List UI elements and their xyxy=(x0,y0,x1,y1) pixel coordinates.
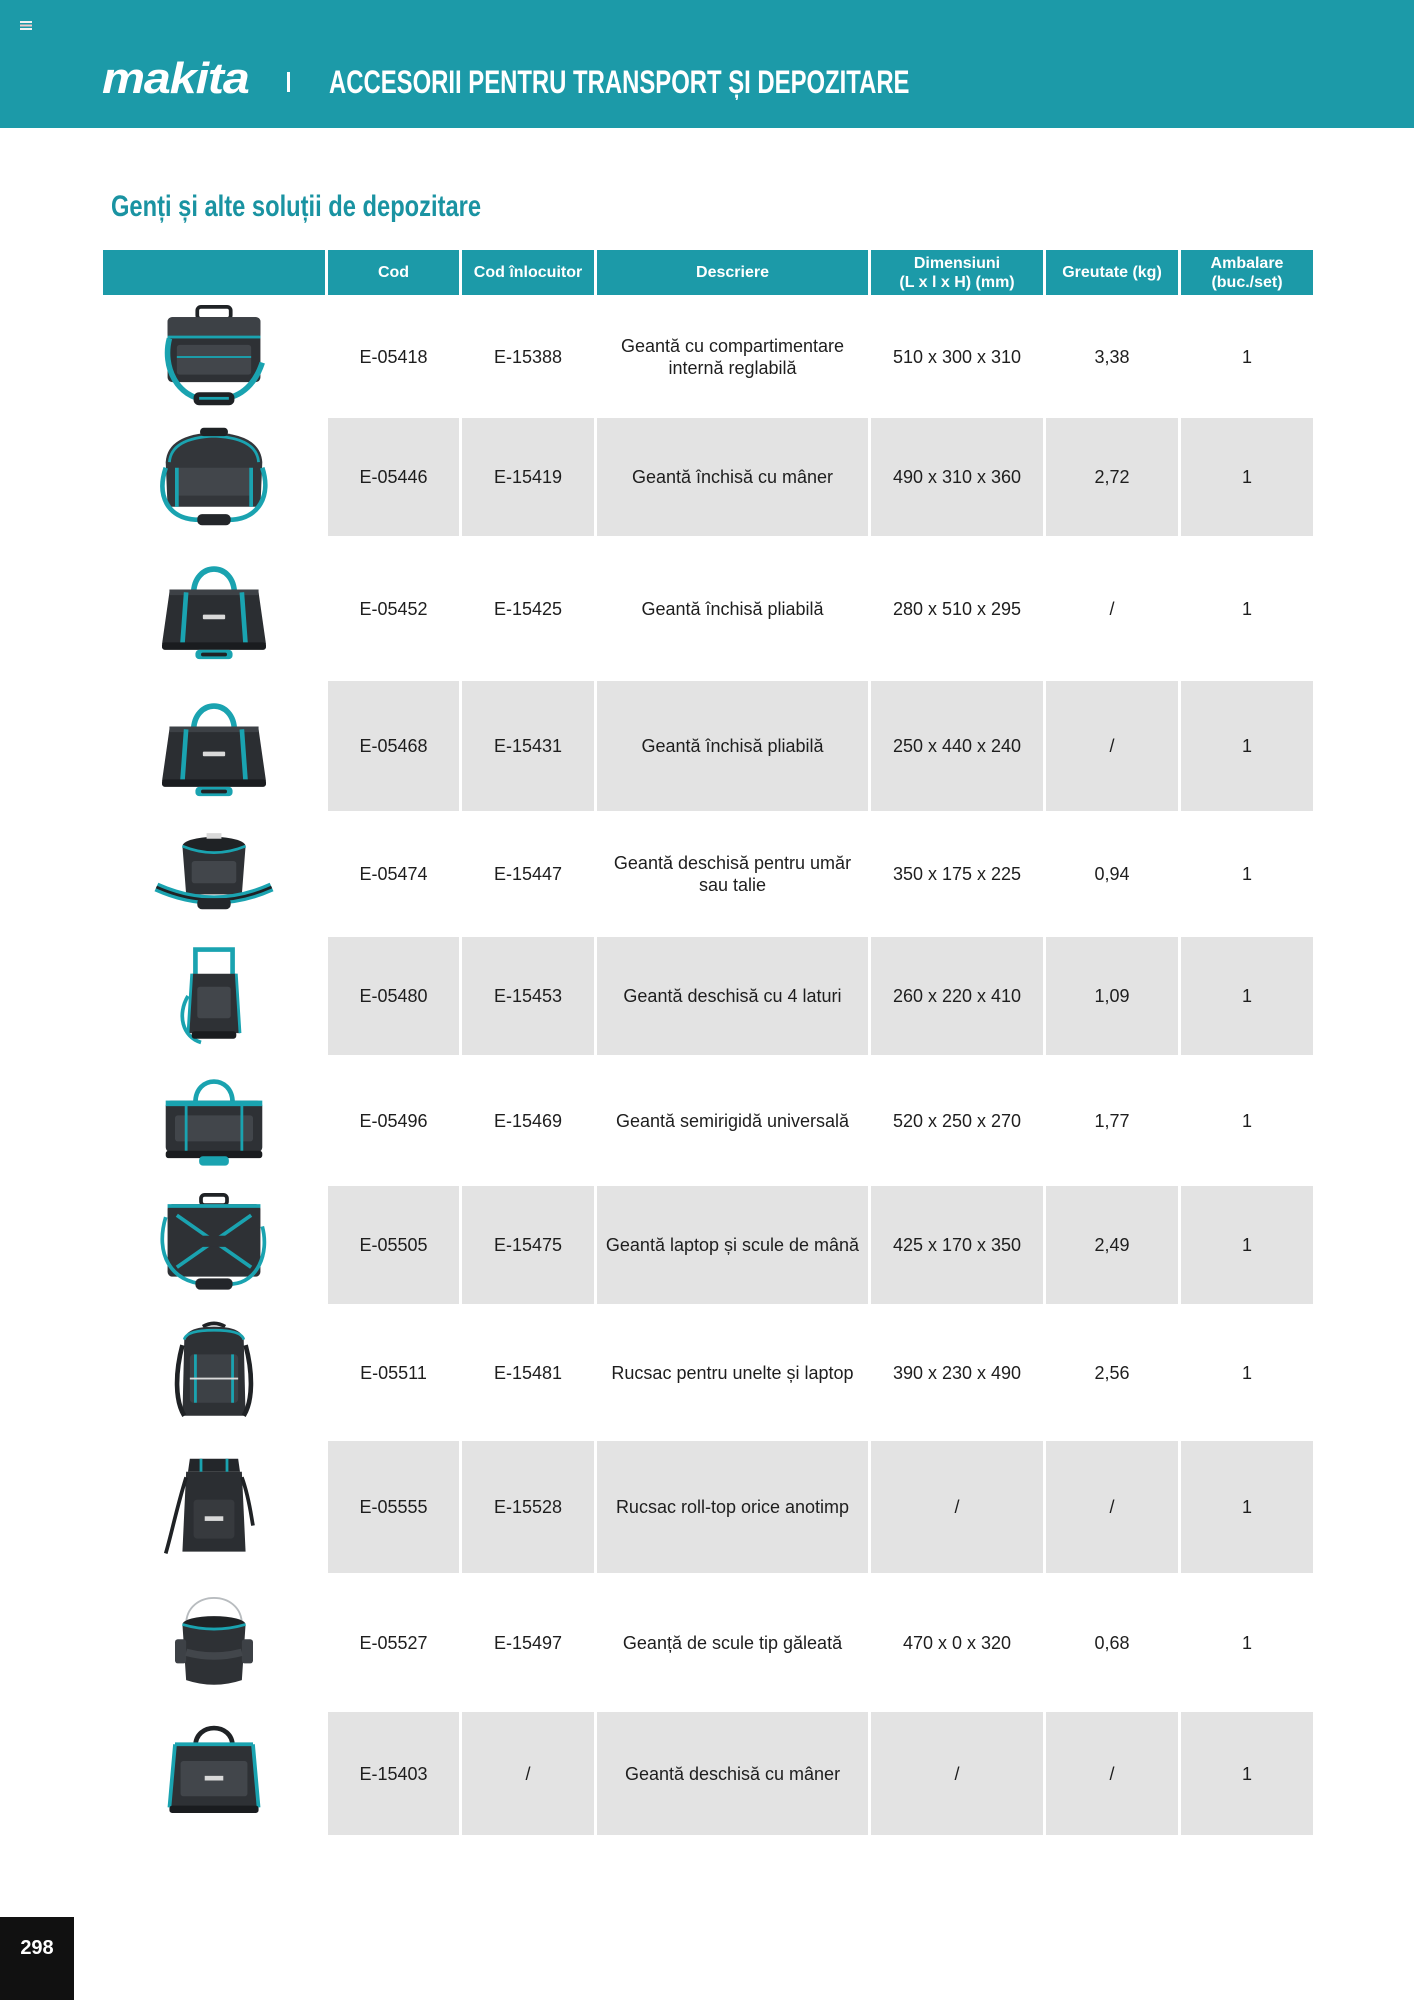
cell-descriere xyxy=(597,681,868,811)
cell-descriere xyxy=(597,1306,868,1439)
cell-descriere xyxy=(597,937,868,1055)
page-title: ACCESORII PENTRU TRANSPORT ȘI DEPOZITARE xyxy=(329,64,910,100)
ambalare-value: 1 xyxy=(1241,346,1252,367)
cell-cod-inlocuitor xyxy=(462,1306,594,1439)
ambalare-value: 1 xyxy=(1241,1362,1252,1383)
dimensiuni-value: 520 x 250 x 270 xyxy=(892,1110,1022,1131)
greutate-value: 3,38 xyxy=(1094,346,1130,367)
cell-dimensiuni xyxy=(871,813,1043,935)
descriere-value: Geantă deschisă cu mâner xyxy=(624,1763,841,1784)
cod-inlocuitor-value: E-15469 xyxy=(493,1110,563,1131)
tool-case-bag-icon xyxy=(149,301,279,413)
cell-greutate xyxy=(1046,681,1178,811)
cell-cod-inlocuitor xyxy=(462,813,594,935)
page-number: 298 xyxy=(0,1917,74,2000)
cell-image xyxy=(103,1306,325,1439)
table-row xyxy=(103,1712,1313,1835)
greutate-value: / xyxy=(1109,1497,1115,1517)
cell-descriere xyxy=(597,418,868,536)
column-header-label: (buc./set) xyxy=(1211,273,1283,291)
column-header-label: (L x l x H) (mm) xyxy=(899,273,1015,291)
ambalare-value: 1 xyxy=(1241,1497,1252,1517)
rolltop-backpack-icon xyxy=(149,1451,279,1563)
table-row xyxy=(103,1441,1313,1573)
cod-inlocuitor-value: E-15425 xyxy=(493,598,563,619)
cell-cod xyxy=(328,1057,459,1184)
ambalare-value: 1 xyxy=(1241,864,1252,884)
cod-inlocuitor-value: / xyxy=(525,1763,531,1784)
column-header-label: Descriere xyxy=(696,264,769,281)
cell-cod-inlocuitor xyxy=(462,681,594,811)
cell-ambalare xyxy=(1181,1306,1313,1439)
cell-image xyxy=(103,418,325,536)
column-header-label: Cod înlocuitor xyxy=(473,264,583,281)
descriere-value: Geantă deschisă pentru umăr sau talie xyxy=(613,853,852,895)
tool-backpack-icon xyxy=(149,1317,279,1429)
ambalare-value: 1 xyxy=(1241,736,1252,756)
descriere-value: Geantă închisă pliabilă xyxy=(641,598,824,619)
column-header-label: Greutate (kg) xyxy=(1062,264,1162,281)
ambalare-value: 1 xyxy=(1241,598,1252,619)
dimensiuni-value: 260 x 220 x 410 xyxy=(892,986,1022,1006)
dimensiuni-value: 280 x 510 x 295 xyxy=(892,598,1022,619)
cell-ambalare xyxy=(1181,297,1313,416)
cell-image xyxy=(103,937,325,1055)
column-header-ambalare xyxy=(1181,250,1313,295)
descriere-value: Rucsac pentru unelte și laptop xyxy=(611,1362,854,1383)
cell-dimensiuni xyxy=(871,538,1043,679)
column-header-image xyxy=(103,250,325,295)
cell-greutate xyxy=(1046,297,1178,416)
foldable-duffel-bag-icon xyxy=(149,553,279,665)
cod-value: E-05527 xyxy=(359,1632,428,1653)
cell-cod xyxy=(328,418,459,536)
cell-image xyxy=(103,1441,325,1573)
dimensiuni-value: 250 x 440 x 240 xyxy=(892,736,1022,756)
cell-descriere xyxy=(597,813,868,935)
cell-cod xyxy=(328,297,459,416)
cod-value: E-05480 xyxy=(359,986,428,1006)
greutate-value: / xyxy=(1109,598,1115,619)
cod-inlocuitor-value: E-15419 xyxy=(493,467,563,487)
cell-cod xyxy=(328,538,459,679)
cell-dimensiuni xyxy=(871,1057,1043,1184)
cod-inlocuitor-value: E-15497 xyxy=(493,1632,563,1653)
cell-ambalare xyxy=(1181,1057,1313,1184)
cell-image xyxy=(103,813,325,935)
dimensiuni-value: 490 x 310 x 360 xyxy=(892,467,1022,487)
descriere-value: Geantă semirigidă universală xyxy=(615,1110,850,1131)
cod-value: E-15403 xyxy=(359,1763,428,1784)
cell-image xyxy=(103,1186,325,1304)
cod-inlocuitor-value: E-15388 xyxy=(493,346,563,367)
closed-handle-bag-icon xyxy=(149,421,279,533)
descriere-value: Rucsac roll-top orice anotimp xyxy=(615,1497,850,1517)
column-header-descriere xyxy=(597,250,868,295)
table-row xyxy=(103,813,1313,935)
table-header-row xyxy=(103,250,1313,295)
cell-image xyxy=(103,1712,325,1835)
open-tote-4-sides-icon xyxy=(149,940,279,1052)
table-row xyxy=(103,297,1313,416)
cell-cod-inlocuitor xyxy=(462,418,594,536)
cell-cod-inlocuitor xyxy=(462,1057,594,1184)
ambalare-value: 1 xyxy=(1241,1632,1252,1653)
cod-inlocuitor-value: E-15481 xyxy=(493,1362,563,1383)
cell-cod xyxy=(328,1712,459,1835)
cell-greutate xyxy=(1046,1186,1178,1304)
cell-cod-inlocuitor xyxy=(462,297,594,416)
cell-cod-inlocuitor xyxy=(462,1712,594,1835)
cell-dimensiuni xyxy=(871,937,1043,1055)
greutate-value: 0,68 xyxy=(1094,1632,1130,1653)
table-row xyxy=(103,418,1313,536)
open-shoulder-bag-icon xyxy=(149,818,279,930)
table-row xyxy=(103,1057,1313,1184)
cell-descriere xyxy=(597,297,868,416)
cell-image xyxy=(103,1057,325,1184)
cell-ambalare xyxy=(1181,937,1313,1055)
greutate-value: 2,72 xyxy=(1094,467,1130,487)
dimensiuni-value: 510 x 300 x 310 xyxy=(892,346,1022,367)
header-separator xyxy=(287,72,290,92)
cod-value: E-05505 xyxy=(359,1235,428,1255)
cell-dimensiuni xyxy=(871,297,1043,416)
descriere-value: Geantă deschisă cu 4 laturi xyxy=(623,986,842,1006)
descriere-value: Geanță de scule tip găleată xyxy=(622,1632,843,1653)
cell-cod-inlocuitor xyxy=(462,1441,594,1573)
cell-greutate xyxy=(1046,418,1178,536)
cell-cod xyxy=(328,681,459,811)
open-handle-tote-icon xyxy=(149,1718,279,1830)
greutate-value: 0,94 xyxy=(1094,864,1130,884)
cell-greutate xyxy=(1046,937,1178,1055)
cell-cod-inlocuitor xyxy=(462,937,594,1055)
cell-image xyxy=(103,1575,325,1710)
cell-dimensiuni xyxy=(871,1441,1043,1573)
column-header-cod-inlocuitor xyxy=(462,250,594,295)
cell-greutate xyxy=(1046,1575,1178,1710)
semi-rigid-bag-icon xyxy=(149,1065,279,1177)
descriere-value: Geantă închisă cu mâner xyxy=(631,467,834,487)
dimensiuni-value: 390 x 230 x 490 xyxy=(892,1362,1022,1383)
greutate-value: / xyxy=(1109,736,1115,756)
greutate-value: 1,77 xyxy=(1094,1110,1130,1131)
cell-descriere xyxy=(597,538,868,679)
cell-ambalare xyxy=(1181,1441,1313,1573)
column-header-greutate xyxy=(1046,250,1178,295)
greutate-value: / xyxy=(1109,1763,1115,1784)
ambalare-value: 1 xyxy=(1241,1235,1252,1255)
flag-icon xyxy=(20,21,32,30)
cod-inlocuitor-value: E-15453 xyxy=(493,986,563,1006)
cell-cod xyxy=(328,813,459,935)
cod-value: E-05452 xyxy=(359,598,428,619)
cod-value: E-05511 xyxy=(360,1362,427,1383)
greutate-value: 1,09 xyxy=(1094,986,1130,1006)
cell-greutate xyxy=(1046,1057,1178,1184)
table-row xyxy=(103,1306,1313,1439)
cod-value: E-05555 xyxy=(359,1497,428,1517)
makita-logo: makita xyxy=(102,54,249,103)
cell-descriere xyxy=(597,1057,868,1184)
cell-descriere xyxy=(597,1186,868,1304)
cell-greutate xyxy=(1046,1306,1178,1439)
cell-dimensiuni xyxy=(871,1186,1043,1304)
table-row xyxy=(103,681,1313,811)
cell-cod-inlocuitor xyxy=(462,1575,594,1710)
dimensiuni-value: 470 x 0 x 320 xyxy=(902,1632,1012,1653)
column-header-label: Ambalare xyxy=(1210,254,1284,272)
table-row xyxy=(103,937,1313,1055)
dimensiuni-value: / xyxy=(954,1763,960,1784)
cell-dimensiuni xyxy=(871,1575,1043,1710)
cell-cod xyxy=(328,1186,459,1304)
table-row xyxy=(103,1575,1313,1710)
cell-dimensiuni xyxy=(871,1712,1043,1835)
ambalare-value: 1 xyxy=(1241,467,1252,487)
ambalare-value: 1 xyxy=(1241,1763,1252,1784)
cell-cod xyxy=(328,1441,459,1573)
header-bar xyxy=(0,0,1414,128)
greutate-value: 2,49 xyxy=(1094,1235,1130,1255)
cod-inlocuitor-value: E-15431 xyxy=(493,736,563,756)
section-title: Genți și alte soluții de depozitare xyxy=(111,190,482,223)
column-header-cod xyxy=(328,250,459,295)
cell-image xyxy=(103,538,325,679)
dimensiuni-value: / xyxy=(954,1497,960,1517)
column-header-dimensiuni xyxy=(871,250,1043,295)
dimensiuni-value: 350 x 175 x 225 xyxy=(892,864,1022,884)
cell-dimensiuni xyxy=(871,681,1043,811)
laptop-tool-bag-icon xyxy=(149,1189,279,1301)
cell-cod xyxy=(328,1306,459,1439)
cod-inlocuitor-value: E-15475 xyxy=(493,1235,563,1255)
cell-dimensiuni xyxy=(871,418,1043,536)
greutate-value: 2,56 xyxy=(1094,1362,1130,1383)
column-header-label: Dimensiuni xyxy=(913,254,1001,272)
descriere-value: Geantă închisă pliabilă xyxy=(641,736,824,756)
cod-value: E-05446 xyxy=(359,467,428,487)
bucket-bag-icon xyxy=(149,1587,279,1699)
column-header-label: Cod xyxy=(377,264,410,281)
dimensiuni-value: 425 x 170 x 350 xyxy=(892,1235,1022,1255)
cell-dimensiuni xyxy=(871,1306,1043,1439)
cell-descriere xyxy=(597,1712,868,1835)
cell-ambalare xyxy=(1181,538,1313,679)
cell-cod-inlocuitor xyxy=(462,538,594,679)
descriere-value: Geantă cu compartimentare internă reglabilă xyxy=(620,335,845,378)
cell-ambalare xyxy=(1181,681,1313,811)
cod-value: E-05418 xyxy=(359,346,428,367)
descriere-value: Geantă laptop și scule de mână xyxy=(605,1235,860,1255)
cell-ambalare xyxy=(1181,1575,1313,1710)
cell-greutate xyxy=(1046,1712,1178,1835)
ambalare-value: 1 xyxy=(1241,986,1252,1006)
cell-greutate xyxy=(1046,1441,1178,1573)
cell-descriere xyxy=(597,1575,868,1710)
cell-ambalare xyxy=(1181,418,1313,536)
cell-image xyxy=(103,297,325,416)
cell-ambalare xyxy=(1181,1186,1313,1304)
cell-greutate xyxy=(1046,538,1178,679)
cod-inlocuitor-value: E-15447 xyxy=(493,864,563,884)
cell-descriere xyxy=(597,1441,868,1573)
cell-image xyxy=(103,681,325,811)
cell-greutate xyxy=(1046,813,1178,935)
cod-value: E-05496 xyxy=(359,1110,428,1131)
table-row xyxy=(103,538,1313,679)
ambalare-value: 1 xyxy=(1241,1110,1252,1131)
cod-value: E-05468 xyxy=(359,736,428,756)
cell-ambalare xyxy=(1181,813,1313,935)
product-table xyxy=(103,250,1313,1837)
foldable-duffel-bag-icon xyxy=(149,690,279,802)
cod-inlocuitor-value: E-15528 xyxy=(493,1497,563,1517)
cell-cod xyxy=(328,937,459,1055)
table-row xyxy=(103,1186,1313,1304)
cell-cod xyxy=(328,1575,459,1710)
cod-value: E-05474 xyxy=(359,864,428,884)
cell-cod-inlocuitor xyxy=(462,1186,594,1304)
cell-ambalare xyxy=(1181,1712,1313,1835)
